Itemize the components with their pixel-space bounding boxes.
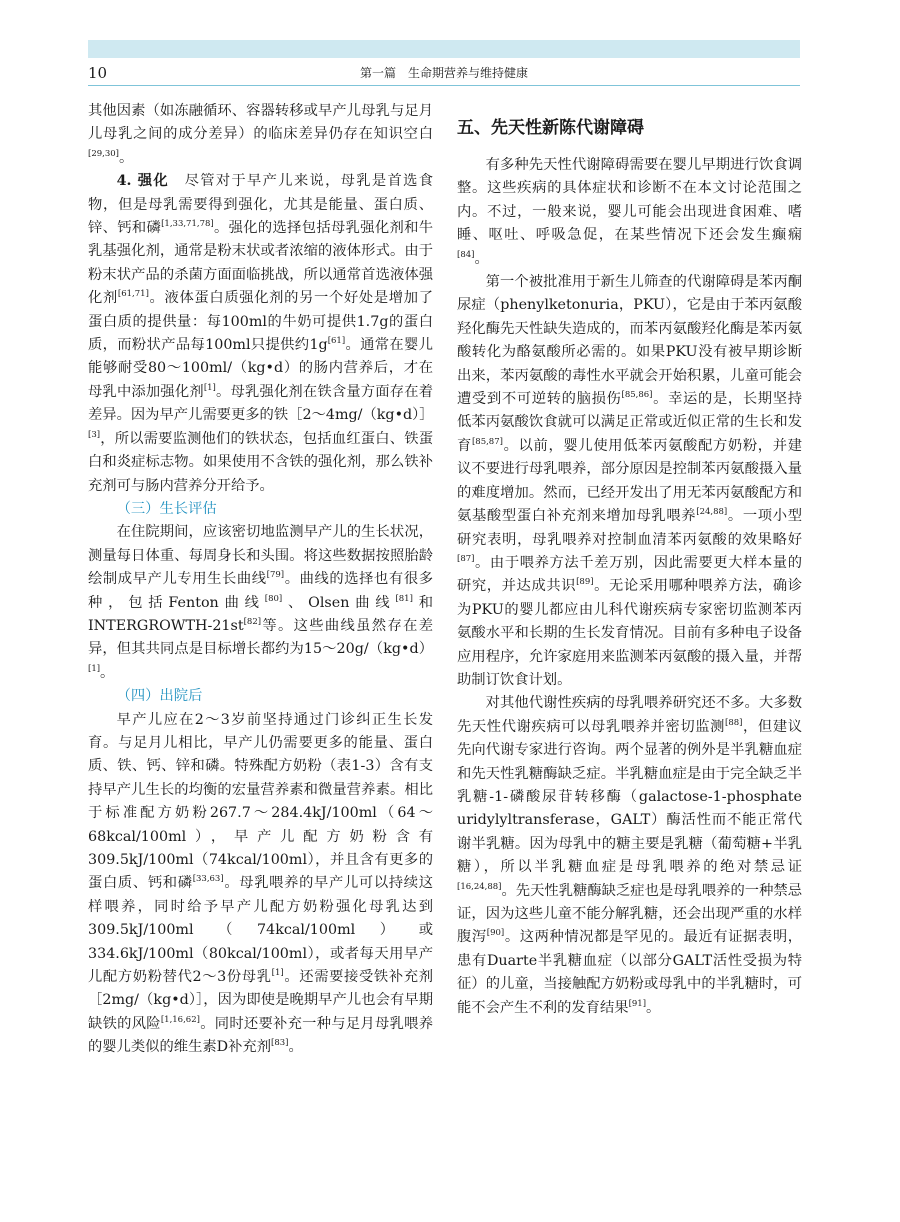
citation: [1]	[88, 663, 101, 674]
citation: [89]	[576, 577, 594, 588]
citation: [24,88]	[696, 507, 728, 518]
citation: [79]	[266, 570, 285, 581]
heading-after-discharge: （四）出院后	[116, 688, 203, 705]
citation: [16,24,88]	[457, 881, 502, 892]
citation: [3]	[88, 429, 101, 440]
paragraph-galactosemia: 对其他代谢性疾病的母乳喂养研究还不多。大多数先天性代谢疾病可以母乳喂养并密切监测[88]，但建议先向代谢专家进行咨询。两个显著的例外是半乳糖血症和先天性乳糖酶缺乏症。半乳糖血症是由于完全缺乏半乳糖-1-磷酸尿苷转移酶（galactose-1-phosphate uridylyltransferase，GALT）酶活性而不能正常代谢半乳糖。因为母乳中的糖主要是乳糖（葡萄糖+半乳糖），所以半乳糖血症是母乳喂养的绝对禁忌证[16,24,88]。先天性乳糖酶缺乏症也是母乳喂养的一种禁忌证，因为这些儿童不能分解乳糖，还会出现严重的水样腹泻[90]。这两种情况都是罕见的。最近有证据表明，患有Duarte半乳糖血症（以部分GALT活性受损为特征）的儿童，当接触配方奶粉或母乳中的半乳糖时，可能不会产生不利的发育结果[91]。	[457, 695, 803, 1016]
heading-growth-assessment: （三）生长评估	[116, 500, 217, 517]
citation: [84]	[457, 249, 475, 260]
citation: [1,33,71,78]	[161, 219, 214, 230]
citation: [61]	[327, 336, 346, 347]
citation: [80]	[264, 593, 283, 604]
citation: [82]	[243, 616, 262, 627]
header-rule	[88, 85, 800, 86]
citation: [91]	[628, 998, 647, 1009]
page-number: 10	[88, 64, 108, 82]
header-color-band	[88, 40, 800, 58]
section-heading: 五、先天性新陈代谢障碍	[457, 118, 644, 138]
citation: [1]	[271, 968, 284, 979]
citation: [29,30]	[88, 148, 119, 159]
citation: [87]	[457, 553, 475, 564]
citation: [1]	[203, 382, 216, 393]
citation: [33,63]	[192, 874, 224, 885]
citation: [90]	[486, 928, 505, 939]
paragraph-fortification: 4. 强化 尽管对于早产儿来说，母乳是首选食物，但是母乳需要得到强化，尤其是能量、蛋白质、锌、钙和磷[1,33,71,78]。强化的选择包括母乳强化剂和牛乳基强化剂，通常是粉末状或者浓缩的液体形式。由于粉末状产品的杀菌方面面临挑战，所以通常首选液体强化剂[61,71]。液体蛋白质强化剂的另一个好处是增加了蛋白质的提供量：每100ml的牛奶可提供1.7g的蛋白质，而粉状产品每100ml只提供约1g[61]。通常在婴儿能够耐受80～100ml/（kg•d）的肠内营养后，才在母乳中添加强化剂[1]。母乳强化剂在铁含量方面存在着差异。因为早产儿需要更多的铁［2～4mg/（kg•d）］[3]，所以需要监测他们的铁状态，包括血红蛋白、铁蛋白和炎症标志物。如果使用不含铁的强化剂，那么铁补充剂可与肠内营养分开给予。	[88, 173, 434, 494]
citation: [85,87]	[471, 436, 503, 447]
running-title: 第一篇 生命期营养与维持健康	[359, 66, 528, 80]
citation: [83]	[271, 1038, 289, 1049]
left-column	[88, 100, 433, 1060]
citation: [85,86]	[621, 390, 653, 401]
paragraph-pku: 第一个被批准用于新生儿筛查的代谢障碍是苯丙酮尿症（phenylketonuria，PKU），它是由于苯丙氨酸羟化酶先天性缺失造成的，而苯丙氨酸羟化酶是苯丙氨酸转化为酪氨酸所必需的。如果PKU没有被早期诊断出来，苯丙氨酸的毒性水平就会开始积累，儿童可能会遭受到不可逆转的脑损伤[85,86]。幸运的是，长期坚持低苯丙氨酸饮食就可以满足正常或近似正常的生长和发育[85,87]。以前，婴儿使用低苯丙氨酸配方奶粉，并建议不要进行母乳喂养，部分原因是控制苯丙氨酸摄入量的难度增加。然而，已经开发出了用无苯丙氨酸配方和氨基酸型蛋白补充剂来增加母乳喂养[24,88]。一项小型研究表明，母乳喂养对控制血清苯丙氨酸的效果略好[87]。由于喂养方法千差万别，因此需要更大样本量的研究，并达成共识[89]。无论采用哪种喂养方法，确诊为PKU的婴儿都应由儿科代谢疾病专家密切监测苯丙氨酸水平和长期的生长发育情况。目前有多种电子设备应用程序，允许家庭用来监测苯丙氨酸的摄入量，并帮助制订饮食计划。	[457, 274, 803, 688]
paragraph-discharge: 早产儿应在2～3岁前坚持通过门诊纠正生长发育。与足月儿相比，早产儿仍需要更多的能量、蛋白质、铁、钙、锌和磷。特殊配方奶粉（表1-3）含有支持早产儿生长的均衡的宏量营养素和微量营养素。相比于标准配方奶粉267.7～284.4kJ/100ml（64～68kcal/100ml），早产儿配方奶粉含有309.5kJ/100ml（74kcal/100ml），并且含有更多的蛋白质、钙和磷[33,63]。母乳喂养的早产儿可以持续这样喂养，同时给予早产儿配方奶粉强化母乳达到309.5kJ/100ml（74kcal/100ml）或334.6kJ/100ml（80kcal/100ml），或者每天用早产儿配方奶粉替代2～3份母乳[1]。还需要接受铁补充剂［2mg/（kg•d）］，因为即使是晚期早产儿也会有早期缺铁的风险[1,16,62]。同时还要补充一种与足月母乳喂养的婴儿类似的维生素D补充剂[83]。	[88, 711, 434, 1056]
paragraph-metabolic-intro: 有多种先天性代谢障碍需要在婴儿早期进行饮食调整。这些疾病的具体症状和诊断不在本文讨论范围之内。不过，一般来说，婴儿可能会出现进食困难、嗜睡、呕吐、呼吸急促，在某些情况下还会发生癫痫[84]。	[457, 157, 802, 267]
citation: [81]	[395, 593, 413, 604]
citation: [88]	[725, 717, 743, 728]
paragraph: 其他因素（如冻融循环、容器转移或早产儿母乳与足月儿母乳之间的成分差异）的临床差异仍存在知识空白[29,30]。	[88, 103, 433, 166]
right-column	[457, 100, 802, 1020]
paragraph-growth: 在住院期间，应该密切地监测早产儿的生长状况，测量每日体重、每周身长和头围。将这些数据按照胎龄绘制成早产儿专用生长曲线[79]。曲线的选择也有很多种，包括Fenton曲线[80]、Olsen曲线[81]和INTERGROWTH-21st[82]等。这些曲线虽然存在差异，但其共同点是目标增长都约为15～20g/（kg•d）[1]。	[88, 524, 434, 681]
citation: [1,16,62]	[160, 1014, 200, 1025]
page-header	[88, 62, 800, 84]
subsection-lead: 4. 强化	[116, 173, 170, 190]
citation: [61,71]	[117, 289, 149, 300]
